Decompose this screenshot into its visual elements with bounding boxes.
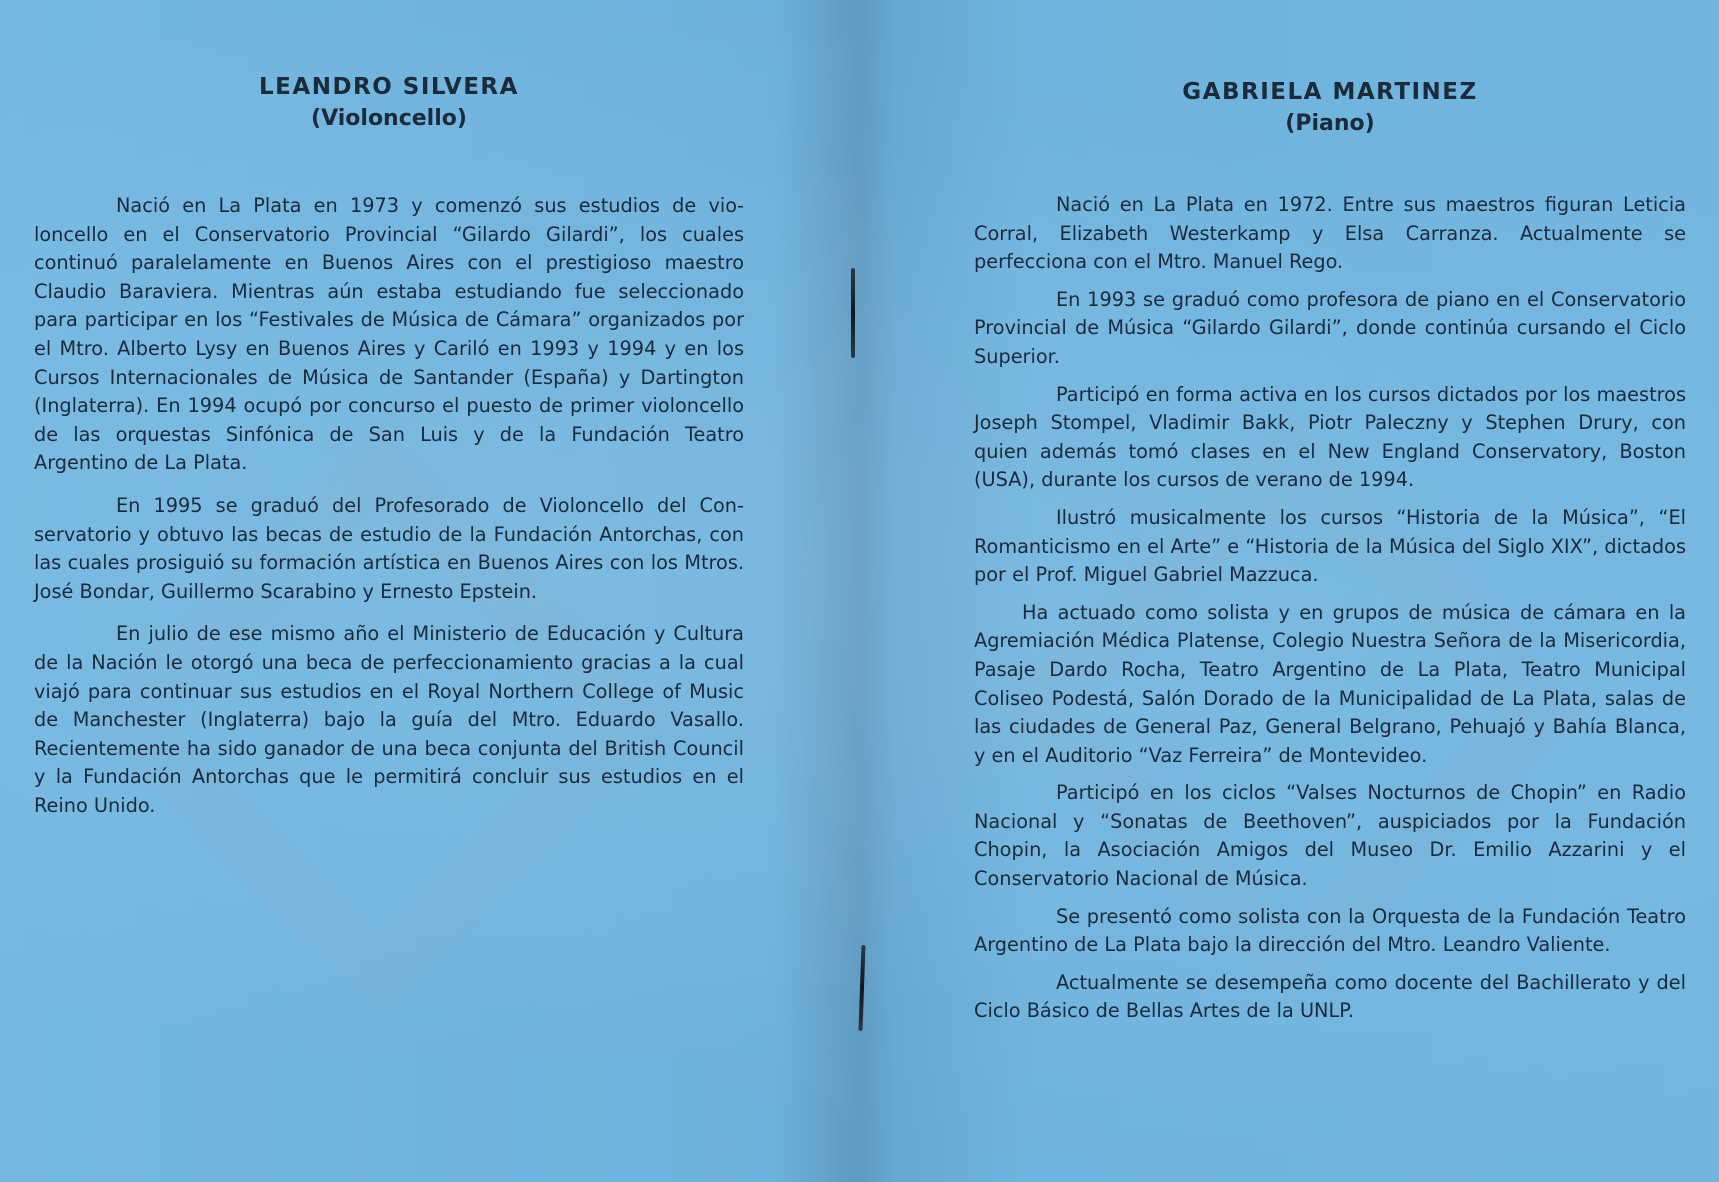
staple-bottom <box>859 945 866 1031</box>
left-page <box>34 0 744 834</box>
bio-paragraph: Nació en La Plata en 1973 y comenzó sus estudios de violoncello en el Conservatorio Provincial “Gilardo Gilardi”, los cuales continuó paralelamente en Buenos Aires con el prestigioso maestro Claudio Baraviera. Mientras aún estaba estudiando fue seleccionado para participar en los “Festivales de Música de Cámara” organizados por el Mtro. Alberto Lysy en Buenos Aires y Cariló en 1993 y 1994 y en los Cursos Internacionales de Música de Santander (España) y Dartington (Inglaterra). En 1994 ocupó por concurso el puesto de primer violoncello de las orquestas Sinfónica de San Luis y de la Fundación Teatro Argentino de La Plata. <box>34 194 744 475</box>
bio-paragraph: Participó en forma activa en los cursos dictados por los maestros Joseph Stompel, Vladimir Bakk, Piotr Paleczny y Stephen Drury, con quien además tomó clases en el New England Conservatory, Boston (USA), durante los cursos de verano de 1994. <box>974 382 1686 492</box>
performer-instrument: (Violoncello) <box>311 106 467 131</box>
bio-paragraph: Ilustró musicalmente los cursos “Historia de la Música”, “El Romanticismo en el Arte” e “Historia de la Música del Siglo XIX”, dictados por el Prof. Miguel Gabriel Mazzuca. <box>974 505 1686 587</box>
right-page-heading <box>974 0 1686 141</box>
performer-name: LEANDRO SILVERA <box>259 74 519 100</box>
bio-paragraph: Se presentó como solista con la Orquesta de la Fundación Teatro Argentino de La Plata bajo la dirección del Mtro. Leandro Valiente. <box>974 904 1686 957</box>
bio-paragraph: En 1995 se graduó del Profesorado de Violoncello del Conservatorio y obtuvo las becas de estudio de la Fundación Antorchas, con las cuales prosiguió su formación artística en Buenos Aires con los Mtros. José Bondar, Guillermo Scarabino y Ernesto Epstein. <box>34 493 744 603</box>
bio-paragraph: Ha actuado como solista y en grupos de música de cámara en la Agremiación Médica Platense, Colegio Nuestra Señora de la Misericordia, Pasaje Dardo Rocha, Teatro Argentino de La Plata, Teatro Municipal Coliseo Podestá, Salón Dorado de la Municipalidad de La Plata, salas de las ciudades de General Paz, General Belgrano, Pehuajó y Bahía Blanca, y en el Auditorio “Vaz Ferreira” de Montevideo. <box>974 600 1686 767</box>
right-page-biography <box>974 191 1686 1026</box>
performer-name: GABRIELA MARTINEZ <box>1182 79 1478 105</box>
right-page <box>974 0 1686 1035</box>
left-page-biography <box>34 192 744 820</box>
staple-top <box>851 268 855 358</box>
bio-paragraph: En 1993 se graduó como profesora de piano en el Conservatorio Provincial de Música “Gilardo Gilardi”, donde continúa cursando el Ciclo Superior. <box>974 287 1686 368</box>
bio-paragraph: Participó en los ciclos “Valses Nocturnos de Chopin” en Radio Nacional y “Sonatas de Beethoven”, auspiciados por la Fundación Chopin, la Asociación Amigos del Museo Dr. Emilio Azzarini y el Conservatorio Nacional de Música. <box>974 781 1686 891</box>
performer-instrument: (Piano) <box>1285 111 1375 136</box>
bio-paragraph: En julio de ese mismo año el Ministerio de Educación y Cultura de la Nación le otorgó una beca de perfeccionamiento gracias a la cual viajó para continuar sus estudios en el Royal Northern College of Music de Manchester (Inglaterra) bajo la guía del Mtro. Eduardo Vasallo. Recientemente ha sido ganador de una beca conjunta del British Council y la Fundación Antorchas que le permitirá concluir sus estudios en el Reino Unido. <box>34 622 744 817</box>
bio-paragraph: Actualmente se desempeña como docente del Bachillerato y del Ciclo Básico de Bellas Artes de la UNLP. <box>974 970 1686 1023</box>
bio-paragraph: Nació en La Plata en 1972. Entre sus maestros figuran Leticia Corral, Elizabeth Westerkamp y Elsa Carranza. Actualmente se perfecciona con el Mtro. Manuel Rego. <box>974 193 1686 274</box>
left-page-heading <box>34 0 744 136</box>
